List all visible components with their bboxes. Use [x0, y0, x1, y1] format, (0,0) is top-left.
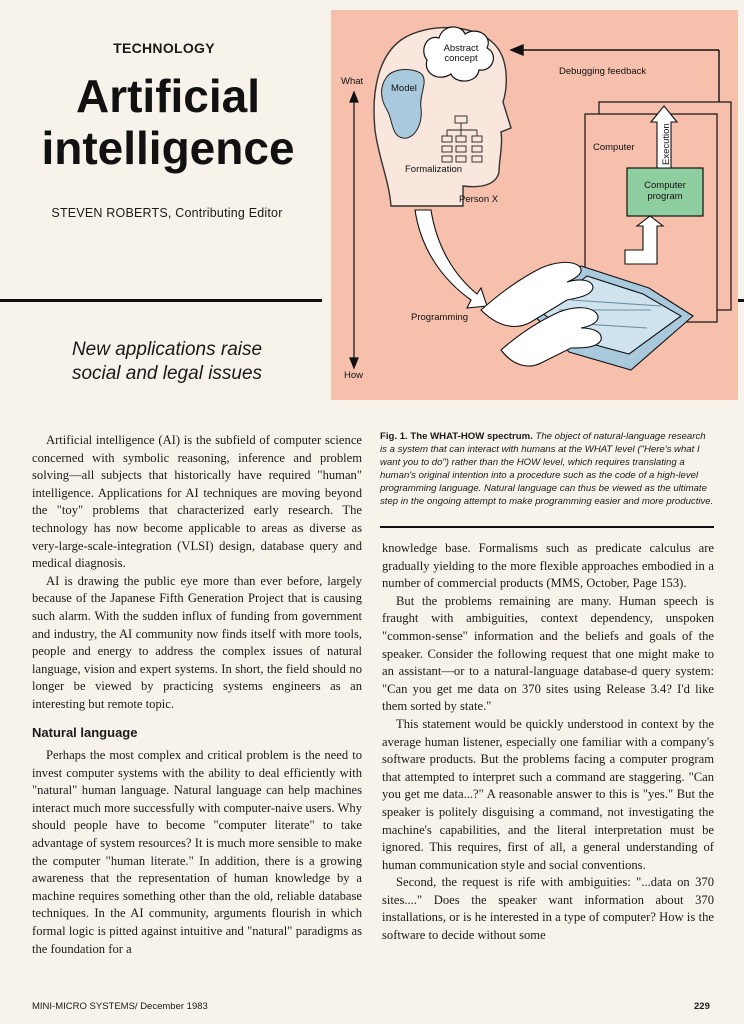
caption-text: The object of natural-language research is a system that can interact with humans at the WHAT level ("Here's what I want you to do") rather than the HOW level, which requires translating a human's original intention into a procedure such as the code of a high-level programming language. Natural language can thus be viewed as the ultimate step in the ongoing attempt to make programming easier and more productive. — [380, 431, 714, 507]
section-label: TECHNOLOGY — [113, 40, 215, 56]
caption-label: Fig. 1. The WHAT-HOW spectrum. — [380, 431, 533, 442]
label-debugging-feedback: Debugging feedback — [559, 66, 647, 77]
caption-rule — [380, 526, 714, 528]
paragraph: Second, the request is rife with ambiguities: "...data on 370 sites...." Does the speaker want information about 370 installations, or is he interested in a type of computer? How is the software to decide without some — [382, 875, 714, 943]
footer-publication: MINI-MICRO SYSTEMS/ December 1983 — [32, 1001, 208, 1012]
label-computer-program — [629, 180, 701, 202]
subtitle-line-2: social and legal issues — [71, 363, 263, 384]
label-what: What — [341, 76, 364, 87]
label-how: How — [344, 370, 364, 381]
byline: STEVEN ROBERTS, Contributing Editor — [51, 206, 283, 220]
paragraph: AI is drawing the public eye more than ever before, largely because of the Japanese Fifth Generation Project that is causing such alarm. With the sudden influx of funding from government and industry, the AI community now finds itself with more tools, people and energy to address the complex issues of natural language, vision and expert systems. In short, the field should no longer be viewed by practicing systems engineers as an interesting but remote topic. — [32, 573, 362, 711]
header-rule-right — [738, 299, 744, 302]
label-programming: Programming — [411, 312, 469, 323]
subtitle-line-1: New applications raise — [71, 339, 263, 360]
paragraph: knowledge base. Formalisms such as predicate calculus are gradually yielding to the more flexible approaches embodied in a number of commercial products (MMS, October, Page 153). — [382, 541, 714, 591]
figure-caption — [380, 430, 714, 508]
label-computer-program-1: Computer — [644, 180, 686, 191]
right-column — [382, 540, 714, 945]
subtitle — [22, 338, 312, 386]
label-execution: Execution — [661, 123, 672, 165]
label-abstract-concept — [439, 44, 483, 64]
figure-illustration — [331, 10, 738, 400]
label-model: Model — [391, 83, 417, 94]
header-rule — [0, 299, 322, 302]
label-computer: Computer — [593, 142, 635, 153]
page-number: 229 — [694, 1001, 710, 1012]
label-formalization: Formalization — [405, 164, 463, 175]
paragraph: But the problems remaining are many. Human speech is fraught with ambiguities, context dependency, unspoken "common-sense" information and the beliefs and goals of the speaker. Consider the following request that one might make to an assistant—or to a natural-language database-d query system: "Can you get me data on 370 sites using Release 3.4? I'd like them sorted by state." — [382, 593, 714, 714]
title-line-2: intelligence — [41, 122, 295, 174]
label-computer-program-2: program — [647, 191, 683, 202]
title-line-1: Artificial — [75, 70, 261, 122]
label-abstract: Abstract — [443, 43, 479, 54]
paragraph: Artificial intelligence (AI) is the subfield of computer science concerned with symbolic reasoning, inference and problem solving—all subjects that historically have required "human" intelligence. Applications for AI techniques are moving beyond the "toy" problems that characterized early research. The technology has now become applicable to areas as diverse as very-large-scale-integration (VLSI) design, database query and medical diagnosis. — [32, 433, 362, 571]
programming-arrow — [415, 210, 487, 308]
left-column — [32, 432, 362, 958]
what-how-arrow — [350, 92, 358, 368]
section-heading: Natural language — [32, 724, 138, 740]
article-title — [28, 70, 308, 174]
label-concept: concept — [444, 53, 478, 64]
paragraph: Perhaps the most complex and critical problem is the need to invest computer systems with the ability to deal efficiently with "natural" human language. Natural language can help machines interact much more successfully with computer-naive users. Why should people have to become "computer literate" to take advantage of system resources? It is much more sensible to make the computer "human literate." In addition, there is a growing awareness that the representation of human knowledge by a machine requires something other than the old, reliable database techniques. In the AI community, arguments flourish in which formal logic is pitted against intuitive and "natural" paradigms as the foundation for a — [32, 748, 362, 956]
label-person-x: Person X — [459, 194, 499, 205]
figure-what-how — [331, 10, 738, 400]
paragraph: This statement would be quickly understood in context by the average human listener, especially one familiar with a company's software products. But the problems facing a computer program that attempted to interpret such a command are staggering. "Can you get me data...?" A reasonable answer to this is "yes." But the speaker is politely disguising a command, not investigating the machine's capabilities, and the literal interpretation must be ignored. This requires, first of all, a general understanding of human communication style and social conventions. — [382, 716, 714, 872]
